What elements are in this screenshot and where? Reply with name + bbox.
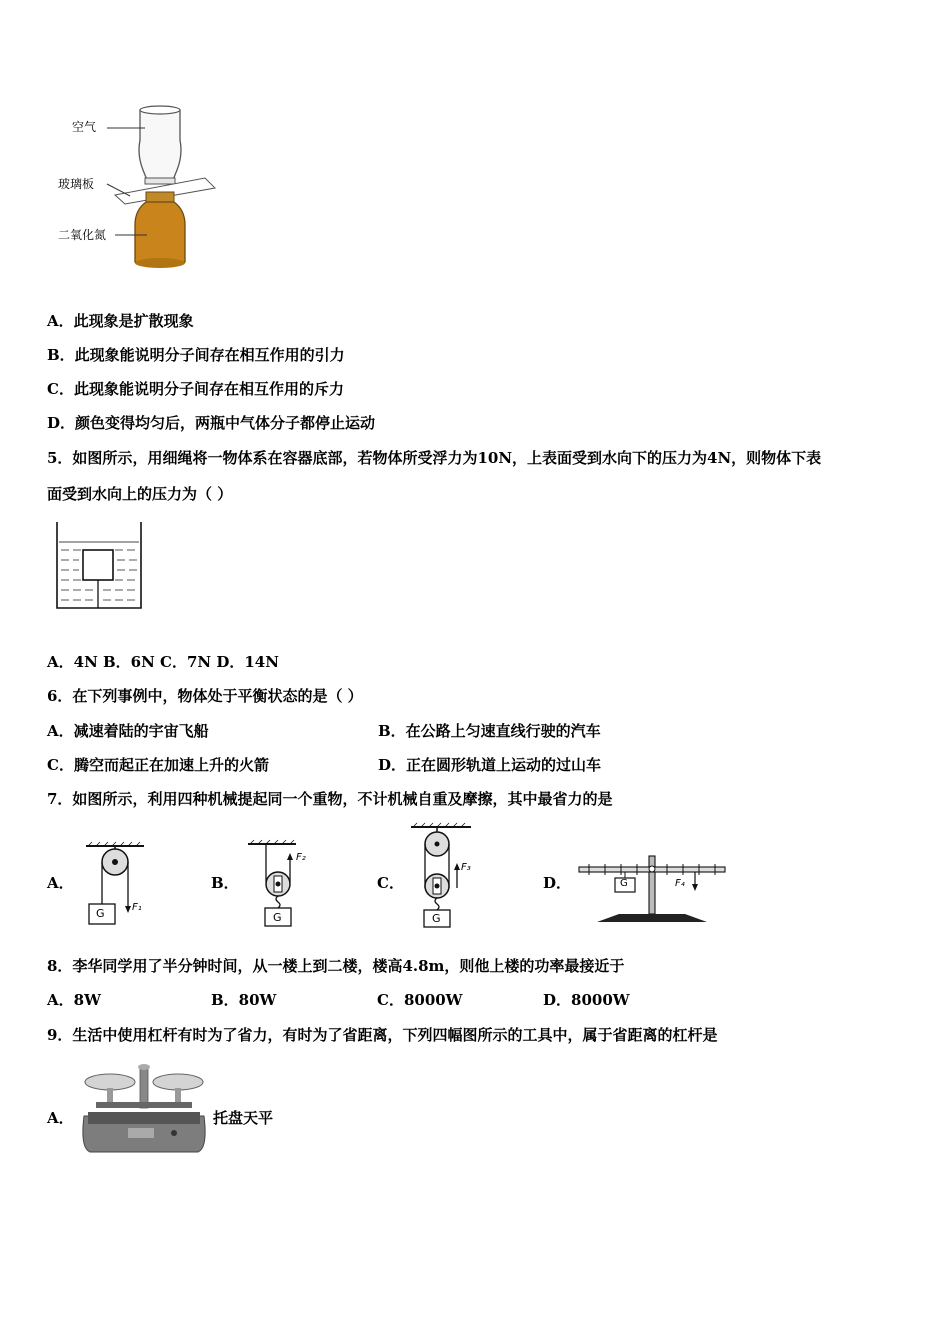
fixed-pulley-figure <box>80 840 150 928</box>
q7-option-a-letter: A． <box>47 874 74 892</box>
q9-option-a-letter: A． <box>47 1109 74 1127</box>
q8-option-d: D．8000W <box>543 991 630 1009</box>
q4-option-b: B．此现象能说明分子间存在相互作用的引力 <box>47 346 345 364</box>
q6-option-b: B．在公路上匀速直线行驶的汽车 <box>378 722 601 740</box>
balance-scale-figure <box>76 1060 211 1156</box>
q5-stem-line1: 5．如图所示，用细绳将一物体系在容器底部，若物体所受浮力为10N，上表面受到水向下的压力为4N，则物体下表 <box>47 449 822 467</box>
force-label-f4: F₄ <box>675 878 685 889</box>
weight-label-c: G <box>432 912 441 925</box>
q8-option-c: C．8000W <box>377 991 463 1009</box>
weight-label-d: G <box>620 878 628 889</box>
q6-stem: 6．在下列事例中，物体处于平衡状态的是（ ） <box>47 687 363 705</box>
movable-pulley-figure <box>240 838 320 930</box>
q4-option-a: A．此现象是扩散现象 <box>47 312 194 330</box>
q7-stem: 7．如图所示，利用四种机械提起同一个重物，不计机械自重及摩擦，其中最省力的是 <box>47 790 613 808</box>
q5-options: A．4N B．6N C．7N D．14N <box>47 653 279 671</box>
q8-stem: 8．李华同学用了半分钟时间，从一楼上到二楼，楼高4.8m，则他上楼的功率最接近于 <box>47 957 625 975</box>
q5-stem-line2: 面受到水向上的压力为（ ） <box>47 485 233 503</box>
q6-option-a: A．减速着陆的宇宙飞船 <box>47 722 209 740</box>
q9-stem: 9．生活中使用杠杆有时为了省力，有时为了省距离，下列四幅图所示的工具中，属于省距离的杠杆是 <box>47 1026 718 1044</box>
force-label-f3: F₃ <box>461 862 471 873</box>
no2-label: 二氧化氮 <box>58 228 107 242</box>
q4-option-d: D．颜色变得均匀后，两瓶中气体分子都停止运动 <box>47 414 376 432</box>
weight-label-a: G <box>96 907 105 920</box>
pulley-block-figure <box>405 822 485 930</box>
q7-option-c-letter: C． <box>377 874 404 892</box>
lever-figure <box>575 850 730 926</box>
q9-option-a-label: 托盘天平 <box>213 1109 274 1127</box>
q6-option-d: D．正在圆形轨道上运动的过山车 <box>378 756 602 774</box>
q6-option-c: C．腾空而起正在加速上升的火箭 <box>47 756 269 774</box>
air-label: 空气 <box>72 120 97 134</box>
q8-option-b: B．80W <box>211 991 277 1009</box>
q4-option-c: C．此现象能说明分子间存在相互作用的斥力 <box>47 380 344 398</box>
q8-option-a: A．8W <box>47 991 101 1009</box>
q7-option-b-letter: B． <box>211 874 239 892</box>
container-figure <box>55 520 145 612</box>
force-label-f1: F₁ <box>132 902 142 913</box>
q7-option-d-letter: D． <box>543 874 572 892</box>
gas-diffusion-figure <box>55 100 235 280</box>
weight-label-b: G <box>273 911 282 924</box>
glass-plate-label: 玻璃板 <box>58 177 95 191</box>
force-label-f2: F₂ <box>296 852 306 863</box>
